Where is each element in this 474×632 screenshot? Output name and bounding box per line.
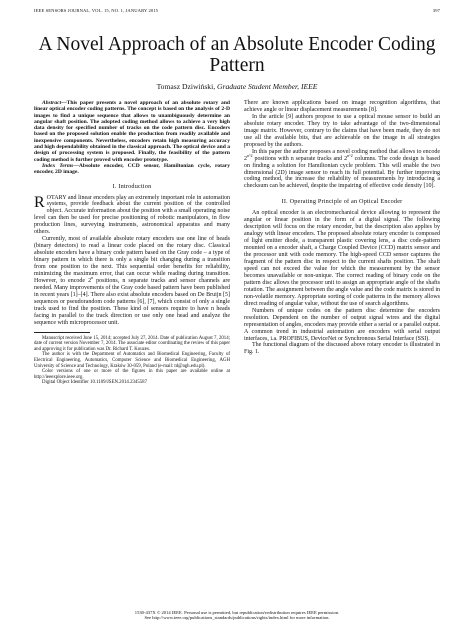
intro-paragraph-1	[34, 195, 230, 237]
journal-name: IEEE SENSORS JOURNAL, VOL. 15, NO. 1, JANUARY 2015	[34, 8, 159, 13]
superscript-n-squared-1: n^2	[247, 153, 253, 158]
right-paragraph-3-part-b: positions with n separate tracks and 2	[252, 155, 348, 162]
footnote-divider	[34, 332, 90, 333]
abstract	[34, 100, 230, 163]
footnote-doi: Digital Object Identifier 10.1109/JSEN.2014.2345587	[42, 380, 148, 386]
index-terms	[34, 163, 230, 176]
drop-cap: R	[34, 193, 45, 211]
copyright-line: 1530-437X © 2014 IEEE. Personal use is permitted, but republication/redistribution requires IEEE permission.	[134, 610, 340, 615]
page-number: 397	[432, 8, 440, 13]
right-paragraph-5: Numbers of unique codes on the pattern disc determine the encoders resolution. Dependent on the number of output signal wires and the digital representation of angles, encoders may provide either a serial or a parallel output. A common trend in industrial automation are encoders with serial output interfaces, i.a. PROFIBUS, DeviceNet or Synchronous Serial Interface (SSI).	[244, 307, 440, 342]
right-paragraph-4: An optical encoder is an electromechanical device allowing to represent the angular or linear position in the form of a digital signal. The following description will focus on the rotary encoder, but the description also applies by analogy with linear encoders. The proposed absolute rotary encoder is composed of light emitter diode, a transparent plastic covering lens, a disc code-pattern mounted on a encoder shaft, a Charge Coupled Device (CCD) matrix sensor and the processor unit with code memory. The high-speed CCD sensor captures the fragment of the pattern disc in respect to the current shafts position. The shaft speed can not exceed the value for which the measurement by the sensor becomes unavailable or non-unique. The correct reading of binary code on the pattern disc allows the processor unit to assign an appropriate angle of the shafts rotation. The assignment between the angle value and the code matrix is stored in non-volatile memory. Appropriate sorting of code patterns in the memory allows direct reading of angular value, without the use of search algorithms.	[244, 210, 440, 307]
copyright-footer	[0, 610, 474, 621]
footnote-color-versions: Color versions of one or more of the figures in this paper are available online at http://ieeexplore.ieee.org.	[34, 369, 230, 380]
intro-paragraph-2-part-a: Currently, most of available absolute rotary encoders use one line of heads (binary detectors) to read a linear code placed on the rotary disc. Classical absolute encoders have a binary code pattern based on the Gray code – a type of binary pattern in which there is only a single bit changing during a transition from one position to the next. This sequential order benefits for reliability, minimizing the maximum error, that can occur while reading during transition. However, to encode 2	[34, 236, 230, 284]
section-heading-introduction: I. Introduction	[112, 182, 152, 190]
paper-title: A Novel Approach of an Absolute Encoder Coding Pattern	[38, 34, 436, 76]
intro-paragraph-1-text: OTARY and linear encoders play an extremely important role in automation systems, provide feedback about the current position of the controlled object. Accurate information about the position with a small operating noise level can then be used for precise positioning of robotic manipulators, in flow production lines, surveying instruments, astronomical apparatus and many others.	[34, 194, 230, 236]
right-paragraph-3	[244, 149, 440, 191]
left-column	[34, 100, 230, 386]
superscript-n: n	[91, 275, 94, 280]
rights-info-line: See http://www.ieee.org/publications_standards/publications/rights/index.html for more information.	[144, 615, 330, 621]
author-line	[34, 82, 440, 91]
two-column-body	[34, 100, 440, 386]
right-paragraph-6: The functional diagram of the discussed above rotary encoder is illustrated in Fig. 1.	[244, 342, 440, 356]
right-column	[244, 100, 440, 386]
abstract-lead: Abstract	[42, 100, 62, 106]
right-paragraph-3-part-c: columns. The code design is based on finding a solution for Hamiltonian cycle problem. This will enable the two dimensional (2D) image sensor to reach its full potential. By further improving coding method, the increase the reliability of measurements by introducing a checksum can be achieved, despite the impairing of effective code density [10].	[244, 155, 440, 190]
index-terms-text: —Absolute encoder, CCD sensor, Hamiltonian cycle, rotary encoder, 2D image.	[34, 162, 230, 176]
author-name: Tomasz Dziwiński,	[156, 82, 216, 91]
right-paragraph-2: In the article [9] authors propose to use a optical mouse sensor to build an absolute rotary encoder. They try to take advantage of the two-dimensional image matrix. However, contrary to the claims that have been made, they do not use all the available bits, that are achievable on the image in all strategies proposed by the authors.	[244, 113, 440, 148]
right-paragraph-3-part-a: In this paper the author proposes a novel coding method that allows to encode 2	[244, 148, 440, 162]
right-paragraph-1: There are known applications based on image recognition algorithms, that achieve angle or linear displacement measurements [8].	[244, 100, 440, 113]
superscript-n-squared-2: n^2	[347, 153, 353, 158]
footnote-author-affiliation: The author is with the Department of Automatics and Biomedical Engineering, Faculty of Electrical Engineering, Automatics, Computer Science and Biomedical Engineering, AGH University of Science and Technology, Kraków 30-059, Poland (e-mail: td@agh.edu.pl).	[34, 352, 230, 369]
running-head	[34, 8, 440, 14]
author-affiliation: Graduate Student Member, IEEE	[217, 82, 318, 91]
abstract-text: —This paper presents a novel approach of an absolute rotary and linear optical encoder coding patterns. The concept is based on the analysis of 2-D images to find a unique sequence that allows to unambiguously determine an angular shaft position. The adopted coding method allows to achieve a very high data density for specified number of tracks on the code pattern disc. Encoders based on the proposed solution enable the production from readily available and inexpensive components. Nevertheless, encoders retain high measuring accuracy and high dependability obtained in the classical approach. The optical device and a design of processing system is proposed. Finally, the feasibility of the pattern coding method is further proved with encoder prototype.	[34, 100, 230, 163]
intro-paragraph-2	[34, 236, 230, 326]
intro-paragraph-2-part-b: positions, n separate tracks and sensor channels are needed. Many improvements of the Gray code based pattern have been published in recent years [1]–[4]. There also exist absolute encoders based on De Bruijn [5] sequences or pseudorandom code patterns [6], [7], which consist of only a single track used to find the position. These kind of sensors require to have n heads facing in parallel to the track direction or use only one head and analyze the sequence with microprocessor unit.	[34, 277, 230, 326]
index-terms-lead: Index Terms	[42, 162, 74, 169]
section-heading-operating-principle: II. Operating Principle of an Optical Encoder	[281, 198, 403, 206]
footnote-manuscript: Manuscript received June 15, 2014; accepted July 27, 2014. Date of publication August 7, 2014; date of current version November 7, 2014. The associate editor coordinating the review of this paper and approving it for publication was Dr. Richard T. Kouzes.	[34, 335, 230, 352]
